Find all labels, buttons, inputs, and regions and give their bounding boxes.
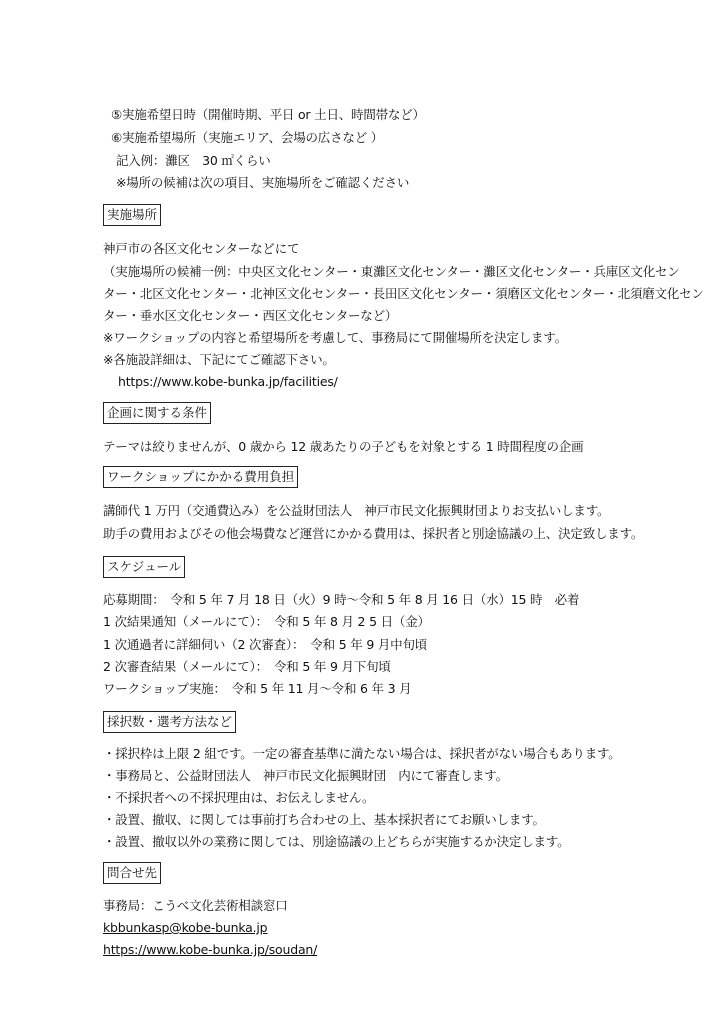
section-heading-cost: ワークショップにかかる費用負担: [103, 466, 298, 488]
selection-line: ・採択枠は上限 2 組です。一定の審査基準に満たない場合は、採択者がない場合もあります。: [103, 746, 621, 761]
contact-url-wrap: [103, 941, 317, 958]
section-heading-conditions: 企画に関する条件: [103, 402, 211, 424]
selection-line: ・事務局と、公益財団法人 神戸市民文化振興財団 内にて審査します。: [103, 768, 508, 783]
contact-office: 事務局：こうべ文化芸術相談窓口: [103, 898, 288, 913]
selection-line: ・設置、撤収、に関しては事前打ち合わせの上、基本採択者にてお願いします。: [103, 812, 545, 827]
facilities-url: https://www.kobe-bunka.jp/facilities/: [118, 374, 338, 389]
section-heading-venue: 実施場所: [103, 204, 161, 226]
venue-line: ター・北区文化センター・北神区文化センター・長田区文化センター・須磨区文化センター・北須磨文化セン: [103, 286, 704, 301]
cost-line: 講師代 1 万円（交通費込み）を公益財団法人 神戸市民文化振興財団よりお支払いします。: [103, 503, 610, 518]
schedule-line: 2 次審査結果（メールにて）： 令和 5 年 9 月下旬頃: [103, 659, 391, 674]
section-heading-contact: 問合せ先: [103, 862, 161, 884]
top-item-place: ⑥実施希望場所（実施エリア、会場の広さなど ）: [111, 130, 384, 145]
schedule-line: 1 次結果通知（メールにて）： 令和 5 年 8 月 2 5 日（金）: [103, 614, 430, 629]
selection-line: ・不採択者への不採択理由は、お伝えしません。: [103, 790, 375, 805]
schedule-line: ワークショップ実施： 令和 5 年 11 月～令和 6 年 3 月: [103, 681, 412, 696]
venue-line: ター・垂水区文化センター・西区文化センターなど）: [103, 308, 398, 323]
cost-line: 助手の費用およびその他会場費など運営にかかる費用は、採択者と別途協議の上、決定致します。: [103, 526, 644, 541]
selection-line: ・設置、撤収以外の業務に関しては、別途協議の上どちらが実施するか決定します。: [103, 834, 570, 849]
conditions-line: テーマは絞りませんが、0 歳から 12 歳あたりの子どもを対象とする 1 時間程度の企画: [103, 439, 584, 454]
contact-url-link[interactable]: https://www.kobe-bunka.jp/soudan/: [103, 942, 318, 957]
contact-email-wrap: [103, 919, 267, 936]
contact-email-link[interactable]: kbbunkasp@kobe-bunka.jp: [103, 920, 268, 935]
venue-line: 神戸市の各区文化センターなどにて: [103, 241, 300, 256]
section-heading-selection: 採択数・選考方法など: [103, 711, 236, 733]
venue-line: ※ワークショップの内容と希望場所を考慮して、事務局にて開催場所を決定します。: [103, 330, 567, 345]
venue-line: （実施場所の候補一例：中央区文化センター・東灘区文化センター・灘区文化センター・兵庫区文化セン: [103, 264, 680, 279]
top-item-date: ⑤実施希望日時（開催時期、平日 or 土日、時間帯など）: [111, 107, 425, 122]
schedule-line: 応募期間： 令和 5 年 7 月 18 日（火）9 時～令和 5 年 8 月 16 日（水）15 時 必着: [103, 592, 580, 607]
venue-line: ※各施設詳細は、下記にてご確認下さい。: [103, 352, 335, 367]
top-item-example: 記入例：灘区 30 ㎡くらい: [116, 153, 271, 168]
schedule-line: 1 次通過者に詳細伺い（2 次審査）： 令和 5 年 9 月中旬頃: [103, 637, 428, 652]
section-heading-schedule: スケジュール: [103, 556, 185, 578]
top-item-note: ※場所の候補は次の項目、実施場所をご確認ください: [116, 175, 410, 190]
